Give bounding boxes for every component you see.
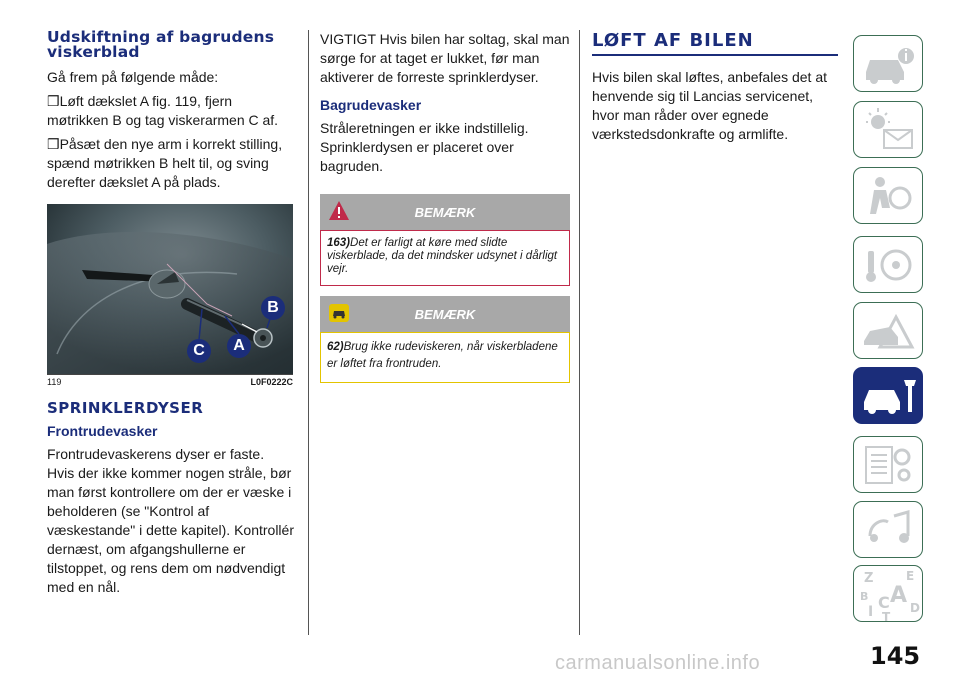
bullet-icon: ❒	[47, 93, 60, 109]
section-heading-sprinkler: SPRINKLERDYSER	[47, 399, 204, 417]
column-middle	[320, 30, 570, 383]
callout-lines	[47, 204, 293, 374]
column-right	[592, 30, 838, 149]
key-steering-icon	[854, 237, 924, 294]
technical-data-icon	[854, 437, 924, 494]
tab-index[interactable]	[853, 565, 923, 622]
index-letter: I	[868, 604, 874, 620]
tab-emergency[interactable]	[853, 302, 923, 359]
page-number: 145	[870, 642, 921, 670]
multimedia-icon	[854, 502, 924, 559]
body-text: Hvis bilen skal løftes, anbefales det at henvende sig til Lancias servicenet, hvor man råder over egnede værkstedsdonkrafte og armlifte.	[592, 69, 828, 142]
column-divider	[308, 30, 309, 635]
section-heading-lifting: LØFT AF BILEN	[592, 30, 754, 51]
callout-label-a: A	[227, 334, 251, 358]
index-letter: B	[860, 590, 869, 603]
column-left	[47, 30, 295, 602]
step-item	[47, 135, 295, 192]
emergency-car-icon	[854, 303, 924, 360]
index-letter: C	[878, 593, 890, 612]
note-text: Brug ikke rudeviskeren, når viskerbladene er løftet fra frontruden.	[327, 341, 558, 370]
section-heading-lifting-wrapper	[592, 30, 838, 56]
subsection-heading-front-washer: Frontrudevasker	[47, 423, 158, 439]
note-header	[320, 194, 570, 230]
figure-number: 119	[47, 377, 62, 387]
step-text: Påsæt den nye arm i korrekt stilling, spænd møtrikken B helt til, og sving derefter dækslet A på plads.	[47, 136, 283, 190]
callout-label-b: B	[261, 296, 285, 320]
note-number: 163)	[327, 237, 351, 249]
intro-text: Gå frem på følgende måde:	[47, 69, 219, 85]
tab-maintenance[interactable]	[853, 367, 923, 424]
step-text: Løft dækslet A fig. 119, fjern møtrikken B og tag viskerarmen C af.	[47, 93, 279, 128]
index-letters-icon	[854, 566, 924, 623]
body-text: Stråleretningen er ikke indstillelig. Sprinklerdysen er placeret over bagruden.	[320, 120, 529, 174]
figure-code: L0F0222C	[250, 377, 293, 387]
index-letter: Z	[864, 571, 874, 586]
index-letter: D	[910, 601, 920, 615]
tab-starting-driving[interactable]	[853, 236, 923, 293]
car-maintenance-icon	[854, 368, 924, 425]
tab-car-info[interactable]	[853, 35, 923, 92]
tab-multimedia[interactable]	[853, 501, 923, 558]
note-heading: BEMÆRK	[414, 307, 476, 322]
figure-caption	[47, 374, 293, 387]
subsection-heading-rear-washer: Bagrudevasker	[320, 97, 422, 113]
section-heading-rear-wiper: Udskiftning af bagrudens viskerblad	[47, 28, 275, 61]
step-item	[47, 92, 295, 130]
note-text: Det er farligt at køre med slidte viskerblade, da det mindsker udsynet i dårligt vejr.	[327, 237, 558, 275]
dashboard-lights-icon	[854, 102, 924, 159]
car-info-icon	[854, 36, 924, 93]
note-header	[320, 296, 570, 332]
important-text: VIGTIGT Hvis bilen har soltag, skal man sørge for at taget er lukket, før man aktiverer de forreste sprinklerdyser.	[320, 31, 570, 85]
callout-label-c: C	[187, 339, 211, 363]
note-number: 62)	[327, 341, 344, 353]
note-heading: BEMÆRK	[414, 205, 476, 220]
index-letter: A	[890, 583, 908, 608]
watermark: carmanualsonline.info	[555, 652, 761, 674]
tab-dashboard-lights[interactable]	[853, 101, 923, 158]
tab-safety[interactable]	[853, 167, 923, 224]
index-letter: T	[882, 610, 891, 623]
bullet-icon: ❒	[47, 136, 60, 152]
note-box-environment	[320, 332, 570, 383]
column-divider	[579, 30, 580, 635]
figure-rear-wiper	[47, 204, 293, 374]
body-text: Frontrudevaskerens dyser er faste. Hvis der ikke kommer nogen stråle, bør man først kontrollere om der er væske i beholderen (se "Kontrol af væskestande" i dette kapitel). Kontrollér dernæst, om afgangshullerne er tilstoppet, og rens dem om nødvendigt med en nål.	[47, 446, 294, 595]
safety-airbag-icon	[854, 168, 924, 225]
index-letter: E	[906, 569, 915, 583]
tab-technical-data[interactable]	[853, 436, 923, 493]
note-box-safety	[320, 230, 570, 286]
